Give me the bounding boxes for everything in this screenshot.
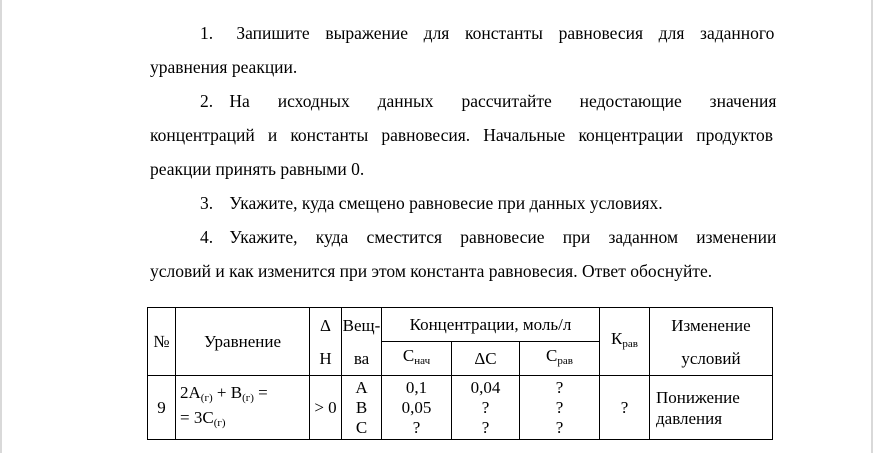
row-k-eq: ? <box>600 376 650 440</box>
table-row <box>148 376 773 440</box>
substance-a: A <box>355 377 368 397</box>
row-change-line-2: давления <box>656 408 723 428</box>
row-c-eq <box>520 376 600 440</box>
row-num: 9 <box>148 376 176 440</box>
c-start-c: ? <box>412 417 421 437</box>
task-item-3-text: Укажите, куда смещено равновесие при данных условиях. <box>229 193 663 213</box>
row-c-start <box>382 376 452 440</box>
task-item-4-text: Укажите, куда сместится равновесие при заданном изменении <box>229 227 777 247</box>
eq-a-sub: (г) <box>200 391 213 404</box>
header-c-start <box>382 342 452 376</box>
task-item-3 <box>150 186 773 220</box>
task-item-4-text-cont: условий и как изменится при этом константа равновесия. Ответ обоснуйте. <box>150 261 713 281</box>
header-c-eq <box>520 342 600 376</box>
task-item-1-text-cont: уравнения реакции. <box>150 57 298 77</box>
task-item-2-text-cont: концентраций и константы равновесия. Начальные концентрации продуктов <box>150 125 773 145</box>
delta-c-a: 0,04 <box>470 377 501 397</box>
substance-c: C <box>355 417 368 437</box>
c-eq-b: ? <box>555 397 564 417</box>
header-c-eq-main: С <box>546 346 558 365</box>
task-item-1-line-1 <box>150 16 773 50</box>
page-left-border <box>0 0 2 453</box>
header-k-eq <box>600 308 650 376</box>
header-delta-c: ΔС <box>452 342 520 376</box>
header-change <box>650 308 773 376</box>
header-k-sub: рав <box>622 338 638 350</box>
row-substances <box>342 376 382 440</box>
header-h-letter: Н <box>319 348 332 368</box>
task-item-2-text-end: реакции принять равными 0. <box>150 159 365 179</box>
eq-a: 2A <box>180 382 201 402</box>
task-item-3-line-1 <box>150 186 773 220</box>
header-change-line-2: условий <box>681 348 741 368</box>
row-delta-c <box>452 376 520 440</box>
task-item-1 <box>150 16 773 84</box>
header-c-start-sub: нач <box>414 355 431 367</box>
c-start-b: 0,05 <box>401 397 432 417</box>
task-item-2-text: На исходных данных рассчитайте недостающие значения <box>229 91 777 111</box>
task-item-4-line-1 <box>150 220 777 254</box>
header-num: № <box>148 308 176 376</box>
eq-equals: = <box>253 382 268 402</box>
task-item-2-line-1 <box>150 84 777 118</box>
header-substance <box>342 308 382 376</box>
delta-c-c: ? <box>481 417 490 437</box>
row-change-line-1: Понижение <box>656 387 740 407</box>
table-header-row-1 <box>148 308 773 342</box>
row-delta-h: > 0 <box>310 376 342 440</box>
task-item-4 <box>150 220 777 288</box>
header-concentrations: Концентрации, моль/л <box>382 308 600 342</box>
header-delta-h <box>310 308 342 376</box>
header-c-start-main: С <box>402 346 415 365</box>
c-eq-a: ? <box>555 377 564 397</box>
task-item-2 <box>150 84 777 186</box>
task-item-2-number: 2. <box>200 91 214 111</box>
eq-b-sub: (г) <box>242 391 254 404</box>
eq-c-sub: (г) <box>213 416 226 429</box>
task-item-4-number: 4. <box>200 227 214 247</box>
eq-plus-b: + B <box>212 382 243 402</box>
task-item-1-number: 1. <box>200 23 214 43</box>
task-item-1-text: Запишите выражение для константы равновесия для заданного <box>236 23 775 43</box>
task-item-3-number: 3. <box>200 193 214 213</box>
c-eq-c: ? <box>555 417 564 437</box>
c-start-a: 0,1 <box>405 377 428 397</box>
row-equation <box>176 376 310 440</box>
header-equation: Уравнение <box>176 308 310 376</box>
header-change-line-1: Изменение <box>671 315 751 335</box>
row-change <box>650 376 773 440</box>
header-k-main: К <box>611 329 623 348</box>
header-substance-line-2: ва <box>353 348 370 368</box>
header-delta-symbol: Δ <box>320 315 331 335</box>
delta-c-b: ? <box>481 397 490 417</box>
header-substance-line-1: Вещ- <box>342 315 381 335</box>
header-c-eq-sub: рав <box>557 355 573 367</box>
equilibrium-table <box>147 307 773 440</box>
eq-c: = 3C <box>180 407 214 427</box>
substance-b: B <box>355 397 368 417</box>
